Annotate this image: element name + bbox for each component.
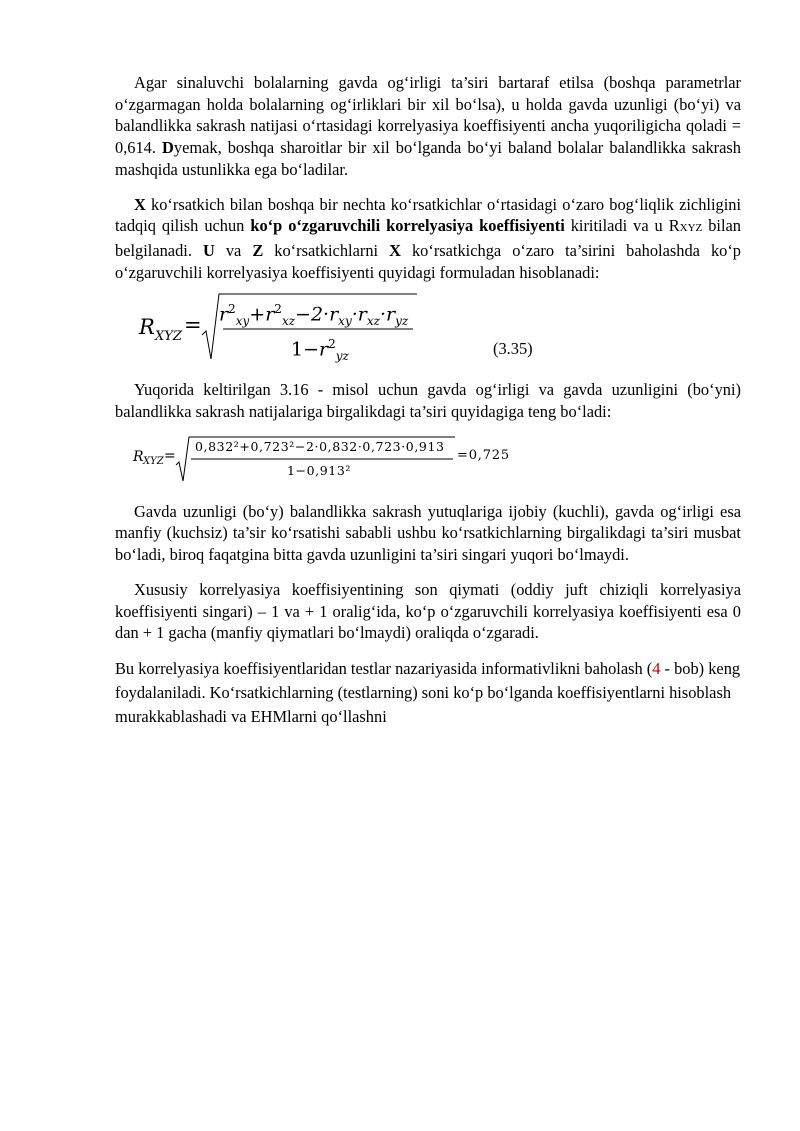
- paragraph-1: [115, 72, 741, 181]
- paragraph-5: Xususiy korrelyasiya koeffisiyentining son qiymati (oddiy juft chiziqli korrelyasiya koeffisiyenti singari) – 1 va + 1 oralig‘ida, ko‘p o‘zgaruvchili korrelyasiya koeffisiyenti esa 0 dan + 1 gacha (manfiy qiymatlari bo‘lmaydi) oraliqda o‘zgaradi.: [115, 579, 741, 643]
- paragraph-2: [115, 194, 741, 284]
- paragraph-2-bold-x2: X: [389, 240, 401, 260]
- formula2-lhs: R: [133, 448, 144, 465]
- formula2-denominator: 1−0,913²: [287, 462, 352, 478]
- paragraph-3: Yuqorida keltirilgan 3.16 - misol uchun gavda og‘irligi va gavda uzunligini (bo‘yni) balandlikka sakrash natijalariga birgalikdagi ta’siri quyidagiga teng bo‘ladi:: [115, 380, 741, 422]
- document-page: [115, 72, 741, 729]
- formula2-equals: =: [164, 447, 176, 464]
- formula1-lhs: R: [139, 315, 155, 340]
- formula1-denominator: $1-r^2_{yz}$: [291, 337, 349, 364]
- paragraph-2-text-c: bilan belgilanadi.: [115, 216, 741, 260]
- bold-term: ko‘p o‘zgaruvchili korrelyasiya koeffisiyenti: [250, 216, 565, 236]
- equation-number: (3.35): [493, 339, 533, 359]
- paragraph-1-text-b: yemak, boshqa sharoitlar bir xil bo‘lganda bo‘yi baland bolalar balandlikka sakrash mashqida ustunlikka ega bo‘ladilar.: [115, 138, 741, 179]
- paragraph-2-text-d: va: [214, 240, 253, 260]
- paragraph-2-text-b: kiritiladi va u R: [564, 216, 680, 236]
- formula-numeric: [115, 433, 741, 487]
- paragraph-6-text-b: - bob) keng foydalaniladi. Ko‘rsatkichlarning (testlarning) soni ko‘p bo‘lganda koeffisiyentlarni hisoblash murakkablashadi va EHMlarni qo‘llashni: [115, 658, 741, 726]
- subscript-xyz: XYZ: [679, 222, 703, 235]
- formula1-numerator: $r^2_{xy}+r^2_{xz}-2\cdot r_{xy}\cdot r_{xz}\cdot r_{yz}$: [219, 302, 409, 329]
- paragraph-2-bold-x: X: [134, 194, 146, 214]
- paragraph-4: Gavda uzunligi (bo‘y) balandlikka sakrash yutuqlariga ijobiy (kuchli), gavda og‘irligi esa manfiy (kuchsiz) ta’sir ko‘rsatishi sababli ushbu ko‘rsatkichlarning birgalikdagi ta’siri musbat bo‘ladi, biroq faqatgina bitta gavda uzunligini ta’siri singari yuqori bo‘lmaydi.: [115, 501, 741, 565]
- paragraph-2-bold-z: Z: [252, 240, 264, 260]
- formula2-numerator: 0,832²+0,723²−2·0,832·0,723·0,913: [195, 438, 445, 454]
- formula2-lhs-sub: XYZ: [143, 455, 164, 467]
- paragraph-1-bold-d: D: [162, 138, 174, 158]
- paragraph-1-text-a: Agar sinaluvchi bolalarning gavda og‘irligi ta’siri bartaraf etilsa (boshqa parametrlar o‘zgarmagan holda bolalarning og‘irliklari bir xil bo‘lsa), u holda gavda uzunligi (bo‘yi) va balandlikka sakrash natijasi o‘rtasidagi korrelyasiya koeffisiyenti ancha yuqoriligicha qoladi = 0,614.: [115, 73, 741, 158]
- formula2-result: =0,725: [457, 447, 510, 463]
- paragraph-2-text-e: ko‘rsatkichlarni: [263, 240, 390, 260]
- formula1-equals: =: [184, 313, 202, 338]
- chapter-link[interactable]: 4: [652, 658, 661, 678]
- paragraph-2-text-f: ko‘rsatkichga o‘zaro ta’sirini baholashda ko‘p o‘zgaruvchili korrelyasiya koeffisiyenti quyidagi formuladan hisoblanadi:: [115, 240, 741, 282]
- paragraph-6: [115, 657, 741, 729]
- paragraph-2-bold-u: U: [202, 240, 215, 260]
- formula-3-35: [115, 289, 741, 367]
- formula1-lhs-sub: XYZ: [155, 329, 182, 345]
- paragraph-6-text-a: Bu korrelyasiya koeffisiyentlaridan testlar nazariyasida informativlikni baholash (: [115, 658, 653, 678]
- paragraph-2-text-a: ko‘rsatkich bilan boshqa bir nechta ko‘rsatkichlar o‘rtasidagi o‘zaro bog‘liqlik zichligini tadqiq qilish uchun: [115, 194, 741, 236]
